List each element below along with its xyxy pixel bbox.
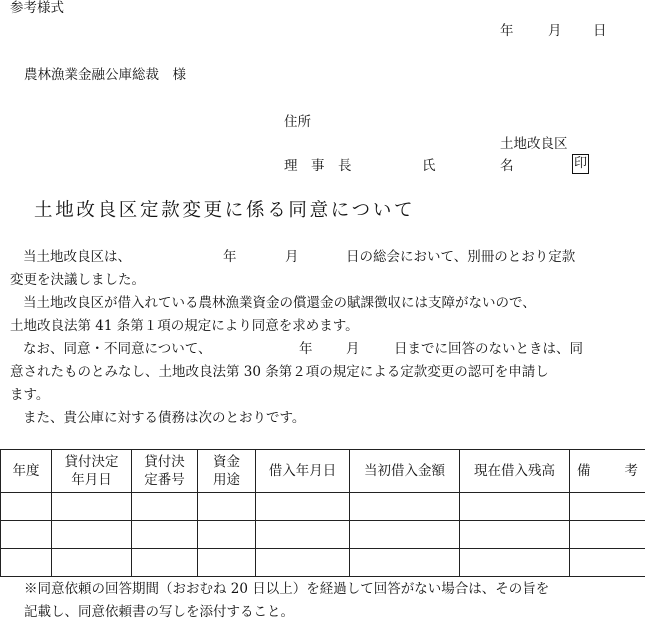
body-p2-a: 当土地改良区が借入れている農林漁業資金の償還金の賦課徴収には支障がないので、: [23, 295, 536, 311]
note-line-2: 記載し、同意依頼書の写しを添付すること。: [24, 604, 294, 620]
table-cell: [52, 521, 132, 549]
body-p3-month: 月: [346, 341, 360, 357]
table-cell: [570, 521, 645, 549]
body-p3-d: ます。: [10, 387, 50, 403]
header-loan-decision-number: 貸付決 定番号: [132, 450, 198, 493]
table-cell: [52, 549, 132, 577]
table-cell: [460, 521, 570, 549]
header-current-balance: 現在借入残高: [460, 450, 570, 493]
sender-chair-title: 理 事 長: [284, 158, 352, 174]
table-cell: [350, 493, 460, 521]
body-p3-a: なお、同意・不同意について、: [23, 341, 212, 357]
table-cell: [132, 549, 198, 577]
body-p4: また、貴公庫に対する債務は次のとおりです。: [23, 410, 306, 426]
header-borrow-date: 借入年月日: [256, 450, 350, 493]
table-cell: [570, 493, 645, 521]
body-p2-b: 土地改良法第 41 条第１項の規定により同意を求めます。: [10, 318, 359, 334]
header-remarks: 備 考: [570, 450, 645, 493]
body-p3-c: 意されたものとみなし、土地改良法第 30 条第２項の規定による定款変更の認可を申請し: [10, 364, 549, 380]
body-p1-a: 当土地改良区は、: [23, 249, 131, 265]
table-cell: [460, 549, 570, 577]
body-p1-c: 変更を決議しました。: [10, 272, 145, 288]
table-row: [1, 493, 645, 521]
addressee: 農林漁業金融公庫総裁 様: [24, 67, 186, 83]
table-cell: [52, 493, 132, 521]
table-cell: [198, 493, 256, 521]
header-fund-use: 資金 用途: [198, 450, 256, 493]
form-label: 参考様式: [10, 0, 64, 16]
table-cell: [1, 493, 52, 521]
date-year-label: 年: [500, 23, 514, 39]
table-cell: [460, 493, 570, 521]
table-cell: [256, 549, 350, 577]
table-cell: [1, 521, 52, 549]
table-cell: [350, 549, 460, 577]
body-p3-b: 日までに回答のないときは、同: [394, 341, 583, 357]
sender-name-label-1: 氏: [422, 158, 436, 174]
table-cell: [350, 521, 460, 549]
body-p1-month: 月: [285, 249, 299, 265]
debt-table: [0, 449, 645, 577]
table-cell: [256, 521, 350, 549]
note-line-1: ※同意依頼の回答期間（おおむね 20 日以上）を経過して回答がない場合は、その旨を: [24, 581, 550, 597]
header-loan-decision-date: 貸付決定 年月日: [52, 450, 132, 493]
seal-mark: 印: [572, 154, 589, 174]
table-cell: [256, 493, 350, 521]
body-p3-year: 年: [299, 341, 313, 357]
table-cell: [132, 521, 198, 549]
table-cell: [198, 549, 256, 577]
date-day-label: 日: [593, 23, 607, 39]
table-row: [1, 521, 645, 549]
table-cell: [570, 549, 645, 577]
sender-address-label: 住所: [284, 114, 311, 130]
header-initial-amount: 当初借入金額: [350, 450, 460, 493]
sender-name-label-2: 名: [500, 158, 514, 174]
header-fiscal-year: 年度: [1, 450, 52, 493]
table-cell: [132, 493, 198, 521]
table-row: [1, 549, 645, 577]
table-cell: [198, 521, 256, 549]
date-month-label: 月: [548, 23, 562, 39]
document-title: 土地改良区定款変更に係る同意について: [34, 200, 416, 221]
table-header-row: [1, 450, 645, 493]
body-p1-b: 日の総会において、別冊のとおり定款: [346, 249, 576, 265]
sender-district-name: 土地改良区: [500, 136, 568, 152]
body-p1-year: 年: [223, 249, 237, 265]
table-cell: [1, 549, 52, 577]
